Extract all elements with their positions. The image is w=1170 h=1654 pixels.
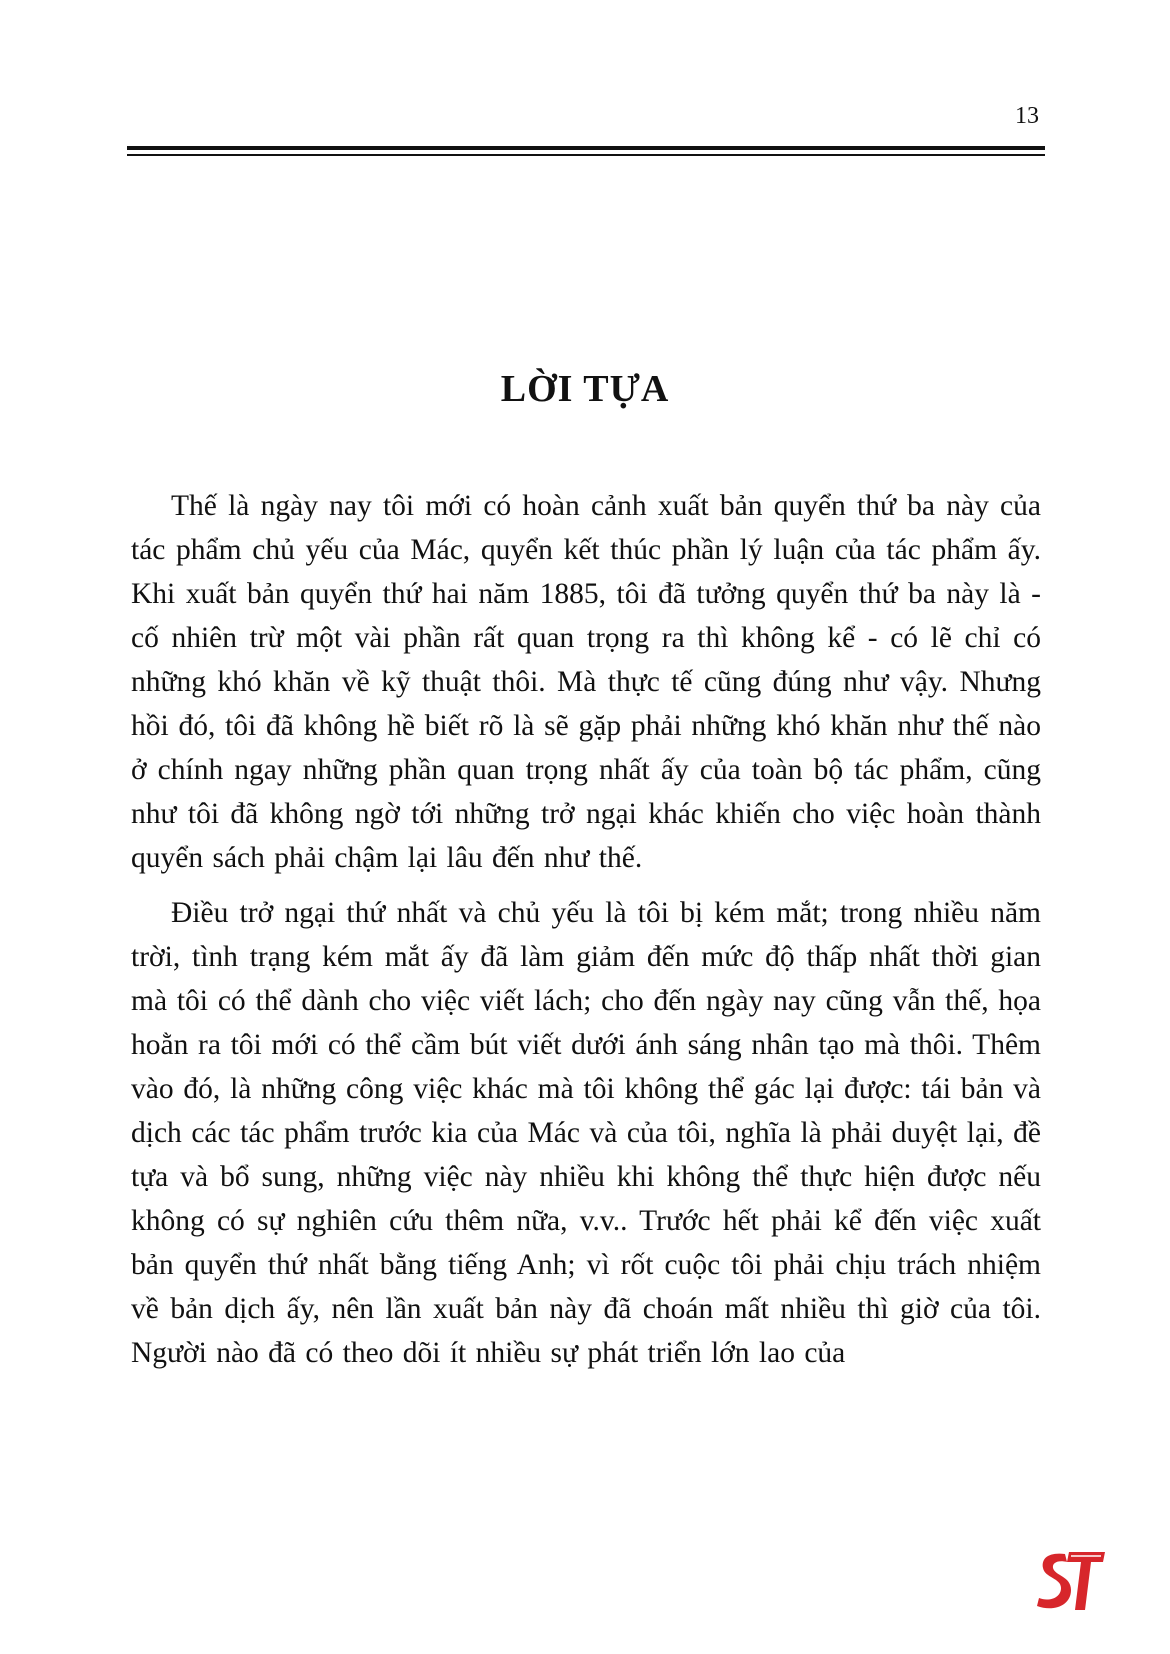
publisher-logo [1035,1548,1107,1612]
paragraph-1: Thế là ngày nay tôi mới có hoàn cảnh xuất bản quyển thứ ba này của tác phẩm chủ yếu của Mác, quyển kết thúc phần lý luận của tác phẩm ấy. Khi xuất bản quyển thứ hai năm 1885, tôi đã tưởng quyển thứ ba này là - cố nhiên trừ một vài phần rất quan trọng ra thì không kể - có lẽ chỉ có những khó khăn về kỹ thuật thôi. Mà thực tế cũng đúng như vậy. Nhưng hồi đó, tôi đã không hề biết rõ là sẽ gặp phải những khó khăn như thế nào ở chính ngay những phần quan trọng nhất ấy của toàn bộ tác phẩm, cũng như tôi đã không ngờ tới những trở ngại khác khiến cho việc hoàn thành quyển sách phải chậm lại lâu đến như thế. [131,490,1041,874]
paragraph-2: Điều trở ngại thứ nhất và chủ yếu là tôi bị kém mắt; trong nhiều năm trời, tình trạng kém mắt ấy đã làm giảm đến mức độ thấp nhất thời gian mà tôi có thể dành cho việc viết lách; cho đến ngày nay cũng vẫn thế, họa hoằn ra tôi mới có thể cầm bút viết dưới ánh sáng nhân tạo mà thôi. Thêm vào đó, là những công việc khác mà tôi không thể gác lại được: tái bản và dịch các tác phẩm trước kia của Mác và của tôi, nghĩa là phải duyệt lại, đề tựa và bổ sung, những việc này nhiều khi không thể thực hiện được nếu không có sự nghiên cứu thêm nữa, v.v.. Trước hết phải kể đến việc xuất bản quyển thứ nhất bằng tiếng Anh; vì rốt cuộc tôi phải chịu trách nhiệm về bản dịch ấy, nên lần xuất bản này đã choán mất nhiều thì giờ của tôi. Người nào đã có theo dõi ít nhiều sự phát triển lớn lao của [131,897,1041,1369]
header-rule-thick [127,146,1045,150]
chapter-title: LỜI TỰA [500,368,670,410]
body-text [131,484,1041,1375]
header-rule-thin [127,154,1045,156]
page-number: 13 [1015,103,1039,129]
